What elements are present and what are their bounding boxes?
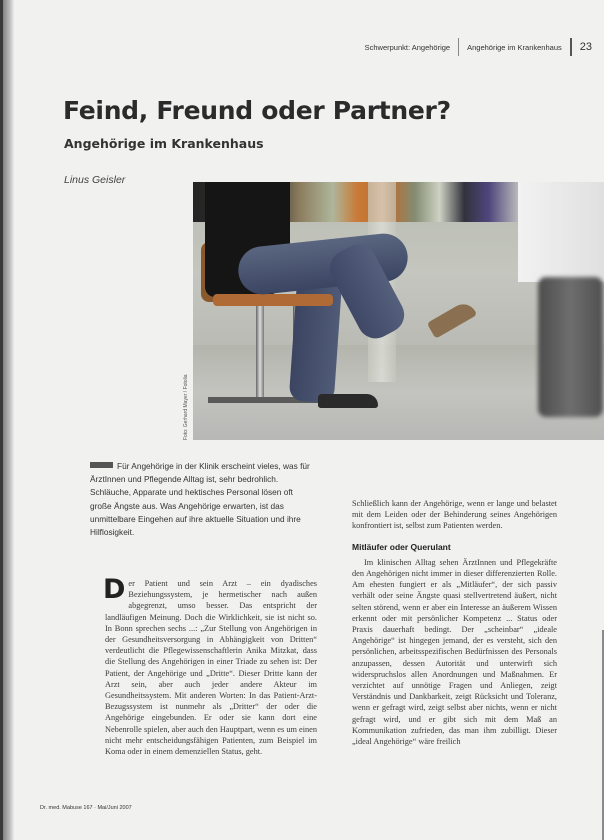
photo-chair-seat [213, 294, 333, 306]
running-header-divider [570, 38, 572, 56]
article-subtitle: Angehörige im Krankenhaus [64, 136, 264, 151]
body-paragraph: Im klinischen Alltag sehen ÄrztInnen und Pflegekräfte den Angehörigen nicht immer in dieser differenzierten Rolle. Am ehesten fungiert er als „Mitläufer“, der sich passiv verhält oder seine Ängste quasi stellvertretend äußert, nicht selten störend, wenn er aber ein Interesse an äußerem Wissen erkennt oder mit persönlicher Kompetenz ... Status oder Praxis dauerhaft bedingt. Der „scheinbar“ „ideale Angehörige“ ist hingegen jemand, der es versteht, sich den persönlichen, arbeitsspezifischen Bedürfnissen des Personals anzupassen, dessen Autorität und unterwirft sich widerspruchslos allen Anordnungen und Maßnahmen. Er verzichtet auf unnötige Fragen und Anliegen, zeigt Verständnis und Dankbarkeit, zeigt Rücksicht und Toleranz, wenn er gefragt wird, zeigt selbst aber nichts, wenn er nicht gefragt wird, und er gibt sich mit dem Maß an Kommunikation zufrieden, das man ihm zubilligt. Dieser „ideal Angehörige“ wäre freilich [352, 557, 557, 747]
body-paragraph [103, 574, 317, 757]
page-binding-edge [0, 0, 3, 840]
lead-marker-bar [90, 462, 113, 468]
photo-chair-leg [256, 306, 264, 401]
running-header-divider [458, 38, 459, 56]
body-paragraph: Schließlich kann der Angehörige, wenn er lange und belastet mit dem Leiden oder der Behinderung seines Angehörigen konfrontiert ist, selbst zum Patienten werden. [352, 499, 557, 531]
article-photo [193, 182, 604, 440]
body-column-left [103, 574, 317, 757]
body-column-right [352, 498, 557, 747]
dropcap: D [103, 574, 126, 605]
section-subhead: Mitläufer oder Querulant [352, 541, 451, 552]
page-number: 23 [579, 41, 592, 53]
article-title: Feind, Freund oder Partner? [63, 96, 451, 125]
article-author: Linus Geisler [64, 174, 126, 186]
photo-shoe [318, 394, 378, 408]
lead-text: Für Angehörige in der Klinik erscheint vieles, was für ÄrztInnen und Pflegende Alltag ist, sehr bedrohlich. Schläuche, Apparate und hektisches Personal lösen oft große Ängste aus. Was Angehörige erwarten, ist das unmittelbare Eingehen auf ihre aktuelle Situation und ihre Hilflosigkeit. [90, 461, 310, 538]
running-header [365, 38, 592, 56]
photo-high-heel-shoe [427, 299, 478, 339]
page-footer: Dr. med. Mabuse 167 · Mai/Juni 2007 [40, 805, 132, 811]
running-header-section: Schwerpunkt: Angehörige [364, 42, 451, 52]
body-text: er Patient und sein Arzt – ein dyadisches Beziehungssystem, je hermetischer nach außen abgegrenzt, umso besser. Das entspricht der landläufigen Meinung. Doch die Wirklichkeit, sie ist nicht so. In Bonn sprechen sechs ...: „Zur Stellung von Angehörigen in der Gesundheitsversorgung in Abhängigkeit von Dritten“ verdeutlicht die Pflegewissenschaftlerin Anika Mitzkat, dass die Stellung des Angehörigen in einer Triade zu sehen ist: Der Patient, der Angehörige und „Dritte“. Dieser Dritte kann der Arzt sein, aber auch jeder andere Akteur im Gesundheitssystem. Mit anderen Worten: In das Patient-Arzt-Bezugssystem ist nunmehr als „Dritter“ der oder die Angehörige eingebunden. Er oder sie kann dort eine Nebenrolle spielen, aber auch den Hauptpart, wenn es um einen nicht mehr entscheidungsfähigen Patienten, zum Beispiel im Koma oder in einem demenziellen Status, geht. [105, 579, 317, 757]
photo-white-coat [518, 182, 604, 282]
running-header-topic: Angehörige im Krankenhaus [467, 42, 562, 52]
photo-walking-person [538, 277, 603, 417]
article-lead [90, 460, 316, 539]
photo-credit: Foto: Gerhard Mayer / Fotolia [183, 374, 189, 440]
